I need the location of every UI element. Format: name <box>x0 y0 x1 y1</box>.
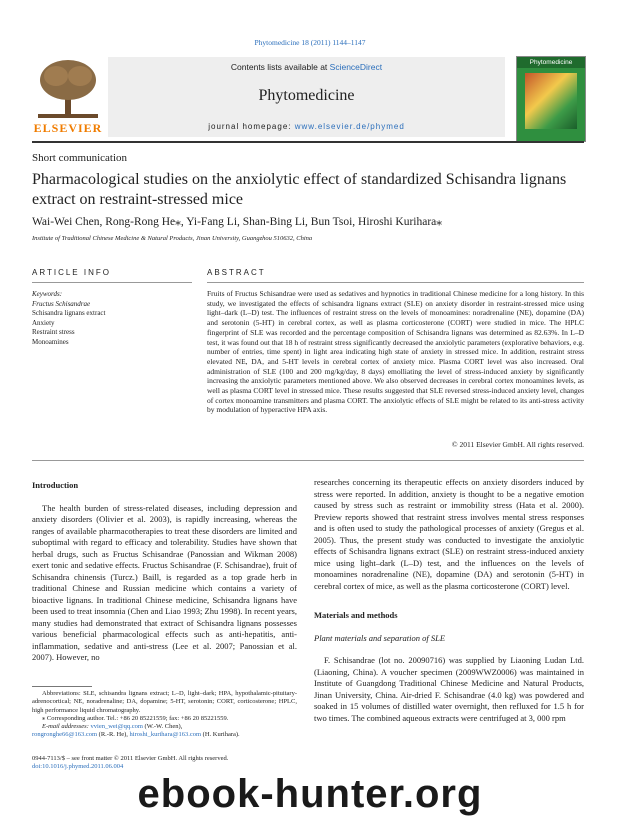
watermark: ebook-hunter.org <box>137 772 483 816</box>
email-link[interactable]: vvien_wei@qq.com <box>90 723 143 731</box>
abstract-bottom-rule <box>32 460 584 461</box>
doi-link[interactable]: doi:10.1016/j.phymed.2011.06.004 <box>32 763 124 771</box>
cover-title: Phytomedicine <box>517 57 585 68</box>
keywords-block <box>32 290 105 347</box>
keyword: Fructus Schisandrae <box>32 299 91 308</box>
front-matter <box>32 755 228 772</box>
cover-image <box>525 73 577 129</box>
elsevier-logo <box>32 58 104 136</box>
keyword: Monoamines <box>32 337 69 346</box>
intro-paragraph: The health burden of stress-related diseases, including depression and anxiety disorders (Olivier et al. 2003), is rapidly increasing, whereas the ranges of available pharmacotherapies to treat these disorders are limited and suboptimal with regard to efficacy and tolerability. Studies have shown that herbal drugs, such as Fructus Schisandrae (Panossian and Wikman 2008) exert tonic and sedative effects. Fructus Schisandrae (F. Schisandrae), fruit of Schisandra chinensis (Turcz.) Baill, is regarded as a top grade herb in traditional Chinese and Russian medicine which contains a variety of bioactive lignans. In traditional Chinese medicine, Schisandra lignans have been used to treat insomnia (Chen and Liao 1993; Zhu 1998). In recent years, many studies had demonstrated that extract of Schisandra lignans possesses various beneficial pharmacological effects such as anti-hepatitis, anti-inflammation, sedative and anti-stress (Lee et al. 2007; Panossian et al. 2007). However, no <box>32 502 297 662</box>
intro-heading: Introduction <box>32 480 79 490</box>
homepage-prefix: journal homepage: <box>208 122 295 131</box>
journal-reference[interactable]: Phytomedicine 18 (2011) 1144–1147 <box>254 38 366 47</box>
section-type: Short communication <box>32 152 128 164</box>
publisher-name: ELSEVIER <box>33 121 103 135</box>
keyword: Anxiety <box>32 318 55 327</box>
keyword: Schisandra lignans extract <box>32 309 106 317</box>
intro-continuation: researches concerning its therapeutic effects on anxiety disorders induced by stress were reported. In addition, anxiety is thought to be a negative emotion caused by stress such as restraint or immobility stress (Hata et al. 2000). Preview reports showed that restraint stress involves mental stress responses and is often used to study the pathological processes of anxiety (Gregus et al. 2005). Thus, the present study was conducted to investigate the anxiolytic effects of Schisandra lignans extract (SLE) on restraint stress-induced anxiety mice using light–dark (L–D) test, and the influences on the levels of monoamines noradrenaline (NE), dopamine (DA) and serotonin (5-HT) in cerebral cortex of mice, as well as the plasma corticosterone (CORT) level. <box>314 477 584 591</box>
methods-subheading: Plant materials and separation of SLE <box>314 632 446 643</box>
abbreviations: Abbreviations: SLE, schisandra lignans extract; L–D, light–dark; HPA, hypothalamic-pituitary-adrenocortical; NE, noradrenaline; DA, dopamine; 5-HT, serotonin; CORT, corticosterone; HPLC, high performance liquid chromatography. <box>32 690 297 714</box>
corresponding-author: ⁎ Corresponding author. Tel.: +86 20 85221559; fax: +86 20 85221559. <box>42 714 229 722</box>
abstract-rule <box>207 282 584 283</box>
article-title: Pharmacological studies on the anxiolytic effect of standardized Schisandra lignans extract on restraint-stressed mice <box>32 171 567 208</box>
journal-header <box>108 57 505 137</box>
elsevier-tree-icon <box>32 58 104 122</box>
email-link[interactable]: hiroshi_kurihara@163.com <box>129 731 202 739</box>
article-info-label: ARTICLE INFO <box>32 268 111 277</box>
email-line-2 <box>32 731 297 739</box>
copyright: © 2011 Elsevier GmbH. All rights reserved. <box>451 440 584 449</box>
homepage-line <box>108 122 505 131</box>
body-column-right <box>314 477 584 724</box>
sciencedirect-link[interactable]: ScienceDirect <box>329 62 383 72</box>
methods-paragraph: F. Schisandrae (lot no. 20090716) was supplied by Liaoning Ludan Ltd. (Liaoning, China). A voucher specimen (2009WWZ0006) was maintained in Institute of Guangdong Traditional Chinese Medicine and Natural Products, Jinan University, China. Air-dried F. Schisandrae (4.0 kg) was powdered and soaked in 15 volumes of distilled water overnight, then refluxed for 1.5 h for two times. The combined aqueous extracts were centrifuged at 3, 000 rpm <box>314 655 584 723</box>
article-info-rule <box>32 282 192 283</box>
contents-prefix: Contents lists available at <box>230 62 330 72</box>
abstract-text: Fruits of Fructus Schisandrae were used as sedatives and hypnotics in traditional Chinese medicine for a long history. In this study, we investigated the effects of schisandra lignans extract (SLE) on anxiety disorder in restraint-stressed mice using light–dark (L–D) test. The influences of restraint stress on the levels of monoamines: noradrenaline (NE), dopamine (DA) and serotonin (5-HT) in cerebral cortex, as well as plasma corticosterone (CORT) were studied in mice. The HPLC fingerprint of SLE was recorded and the percentage composition of Schisandra lignans was determined as 82.63%. In L–D test, it was found out that 18 h of restraint stress significantly decreased the anxiolytic parameters (explorative behaviors, e.g. number of entries, time spent) in light area indicating high state of anxiety in stressed mice. In addition, restraint stress elevated NE, DA, and 5-HT levels in cerebral cortex of anxiety mice. Plasma CORT level was also increased. Oral administration of SLE (100 and 200 mg/kg/day, 8 days) emolliating the level of stress-induced anxiety by significantly increasing the anxiolytic parameters mentioned above. We also observed decreases in cerebral cortex monoamines levels, as well as plasma CORT level in stressed mice. These results suggested that SLE reversed stress-induced anxiety level, changes of cortex monoamine transmitters and plasma CORT. The anxiolytic effects of SLE might be related to its anti-stress activity by modulation of hyperactive HPA axis. <box>207 289 584 415</box>
keyword: Restraint stress <box>32 328 75 336</box>
footnotes <box>32 690 297 740</box>
homepage-link[interactable]: www.elsevier.de/phymed <box>294 122 405 131</box>
methods-heading: Materials and methods <box>314 610 398 620</box>
email-suffix: (R.-R. He), <box>97 731 130 739</box>
journal-name: Phytomedicine <box>258 87 355 104</box>
body-column-left <box>32 480 297 664</box>
keywords-label: Keywords: <box>32 290 63 298</box>
contents-line <box>108 62 505 72</box>
affiliation: Institute of Traditional Chinese Medicine & Natural Products, Jinan University, Guangzhou 510632, China <box>32 235 313 242</box>
email-suffix: (W.-W. Chen), <box>142 723 183 731</box>
journal-cover <box>516 56 586 142</box>
email-prefix: E-mail addresses: <box>42 723 91 731</box>
footnote-rule <box>32 686 92 687</box>
email-line <box>32 723 297 731</box>
email-suffix: (H. Kurihara). <box>201 731 240 739</box>
authors: Wai-Wei Chen, Rong-Rong He⁎, Yi-Fang Li, Shan-Bing Li, Bun Tsoi, Hiroshi Kurihara⁎ <box>32 216 443 228</box>
header-rule <box>32 141 584 143</box>
issn-line: 0944-7113/$ – see front matter © 2011 Elsevier GmbH. All rights reserved. <box>32 755 229 762</box>
email-link[interactable]: rongronghe66@163.com <box>32 731 98 739</box>
abstract-label: ABSTRACT <box>207 268 266 277</box>
